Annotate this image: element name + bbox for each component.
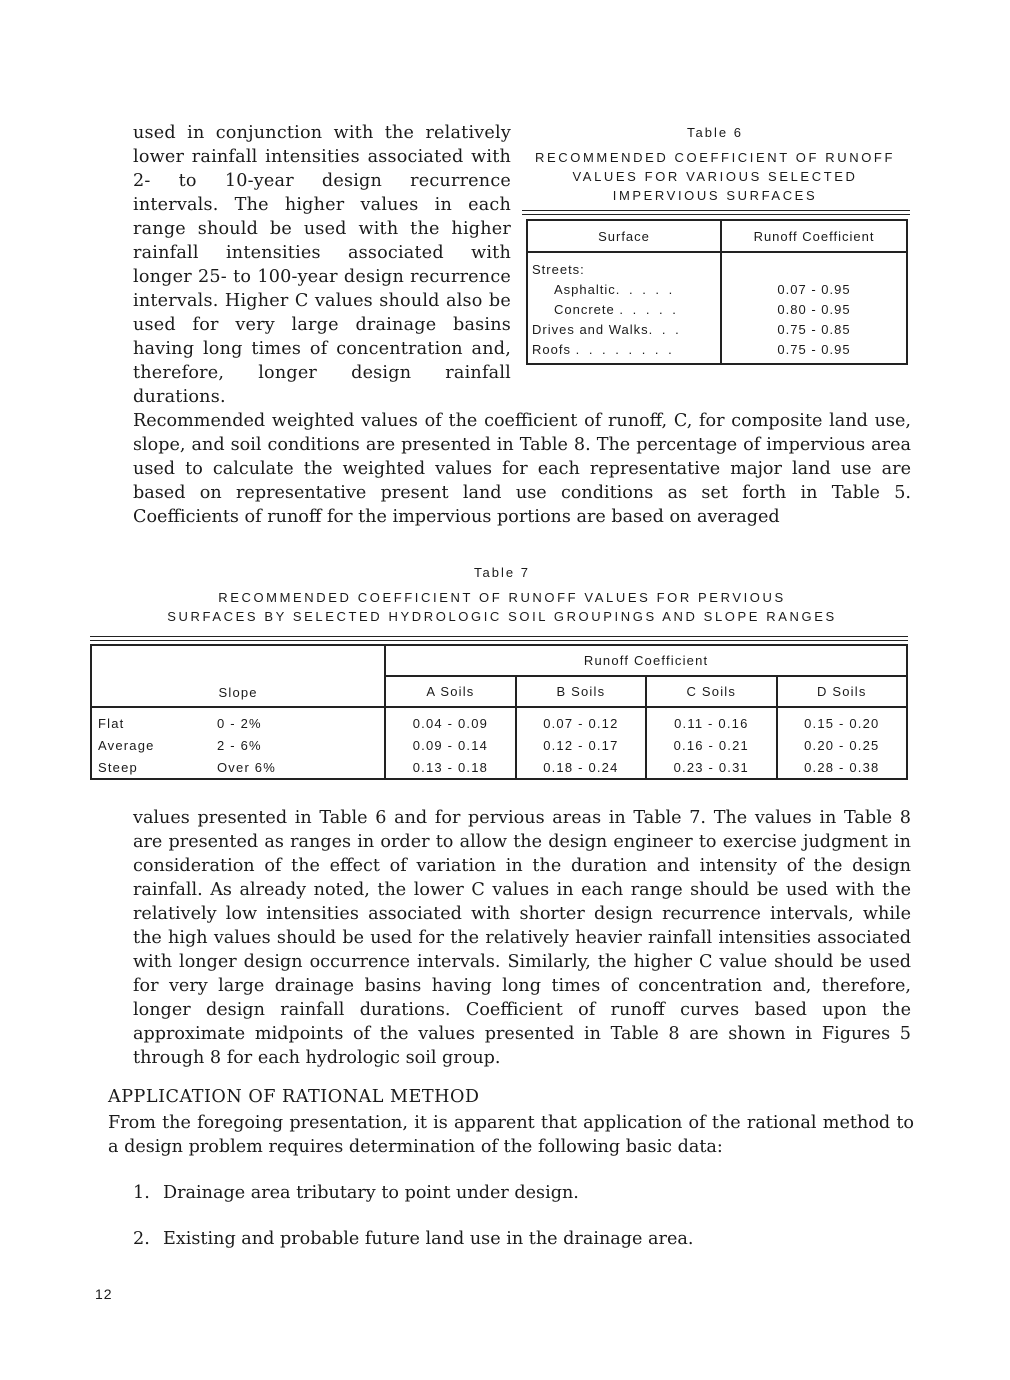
table6-surface (527, 299, 721, 319)
table-row (91, 734, 907, 756)
list-item (133, 1229, 693, 1249)
surface-name: Drives and Walks (532, 321, 649, 337)
table6-number: Table 6 (687, 125, 743, 140)
table7 (90, 644, 908, 780)
slope-range: Over 6% (211, 756, 385, 779)
page-number: 12 (95, 1286, 113, 1302)
list-item (133, 1183, 579, 1203)
leader-dots: . . . . . (615, 281, 676, 297)
table7-header-b: B Soils (516, 676, 646, 707)
list-text: Drainage area tributary to point under design. (163, 1183, 579, 1203)
value-cell: 0.15 - 0.20 (777, 707, 907, 734)
value-cell: 0.12 - 0.17 (516, 734, 646, 756)
slope-name: Flat (91, 707, 211, 734)
table7-title-line: SURFACES BY SELECTED HYDROLOGIC SOIL GROUPINGS AND SLOPE RANGES (167, 609, 837, 624)
surface-name: Roofs (532, 341, 571, 357)
surface-name: Asphaltic (554, 281, 616, 297)
table-row (91, 707, 907, 734)
leader-dots: . . . (648, 321, 682, 337)
table7-header-group: Runoff Coefficient (385, 645, 907, 676)
table7-rule (90, 640, 908, 641)
value-cell: 0.18 - 0.24 (516, 756, 646, 779)
value-cell: 0.13 - 0.18 (385, 756, 515, 779)
table6-value: 0.80 - 0.95 (721, 299, 907, 319)
table7-header-slope: Slope (91, 645, 385, 707)
table7-number: Table 7 (474, 565, 530, 580)
table-row (527, 279, 907, 299)
table7-title-line: RECOMMENDED COEFFICIENT OF RUNOFF VALUES FOR PERVIOUS (218, 590, 786, 605)
section-heading: APPLICATION OF RATIONAL METHOD (108, 1087, 480, 1107)
value-cell: 0.28 - 0.38 (777, 756, 907, 779)
list-number: 2. (133, 1229, 150, 1249)
slope-range: 0 - 2% (211, 707, 385, 734)
table6-value: 0.75 - 0.95 (721, 339, 907, 364)
table-row (527, 319, 907, 339)
table6-surface (527, 279, 721, 299)
table-row (527, 299, 907, 319)
table7-header-c: C Soils (646, 676, 776, 707)
list-number: 1. (133, 1183, 150, 1203)
table-row (527, 339, 907, 364)
application-paragraph: From the foregoing presentation, it is apparent that application of the rational method to a design problem requires determination of the following basic data: (108, 1113, 914, 1157)
value-cell: 0.20 - 0.25 (777, 734, 907, 756)
table6-value: 0.07 - 0.95 (721, 279, 907, 299)
middle-paragraph: Recommended weighted values of the coefficient of runoff, C, for composite land use, slope, and soil conditions are presented in Table 8. The percentage of impervious area used to calculate the weighted values for each representative major land use are based on representative present land use conditions as set forth in Table 5. Coefficients of runoff for the impervious portions are based on averaged (133, 411, 911, 527)
slope-name: Average (91, 734, 211, 756)
table6-group-label: Streets: (527, 252, 721, 279)
slope-range: 2 - 6% (211, 734, 385, 756)
value-cell: 0.23 - 0.31 (646, 756, 776, 779)
slope-name: Steep (91, 756, 211, 779)
table7-rule (90, 636, 908, 637)
leader-dots: . . . . . . . . (575, 341, 675, 357)
table6-header-surface: Surface (527, 220, 721, 252)
table-row (91, 756, 907, 779)
bottom-paragraph: values presented in Table 6 and for pervious areas in Table 7. The values in Table 8 are presented as ranges in order to allow the design engineer to exercise judgment in consideration of the effect of variation in the duration and intensity of the design rainfall. As already noted, the lower C values in each range should be used with the relatively low intensities associated with shorter design recurrence intervals, while the high values should be used for the relatively heavier rainfall intensities associated with longer design occurrence intervals. Similarly, the higher C value should be used for very large drainage basins having long times of concentration and, therefore, longer design rainfall durations. Coefficient of runoff curves based upon the approximate midpoints of the values presented in Table 8 are shown in Figures 5 through 8 for each hydrologic soil group. (133, 808, 911, 1068)
table6-title-line: RECOMMENDED COEFFICIENT OF RUNOFF (535, 150, 895, 165)
table6-title-line: VALUES FOR VARIOUS SELECTED (572, 169, 858, 184)
value-cell: 0.16 - 0.21 (646, 734, 776, 756)
top-paragraph: used in conjunction with the relatively lower rainfall intensities associated with 2- to 10-year design recurrence intervals. The higher values in each range should be used with the higher rainfall intensities associated with longer 25- to 100-year design recurrence intervals. Higher C values should also be used for very large drainage basins having long times of concentration and, therefore, longer design rainfall durations. (133, 123, 511, 407)
table6-rule (522, 210, 910, 211)
table6-cell (721, 252, 907, 279)
value-cell: 0.07 - 0.12 (516, 707, 646, 734)
value-cell: 0.11 - 0.16 (646, 707, 776, 734)
list-text: Existing and probable future land use in the drainage area. (163, 1229, 694, 1249)
surface-name: Concrete (554, 301, 615, 317)
table7-header-a: A Soils (385, 676, 515, 707)
table6 (526, 219, 908, 365)
value-cell: 0.04 - 0.09 (385, 707, 515, 734)
table6-header-coefficient: Runoff Coefficient (721, 220, 907, 252)
table6-title (520, 148, 910, 205)
table7-title (90, 588, 914, 626)
table7-header-d: D Soils (777, 676, 907, 707)
table6-title-line: IMPERVIOUS SURFACES (612, 188, 818, 203)
table6-surface (527, 339, 721, 364)
table6-value: 0.75 - 0.85 (721, 319, 907, 339)
value-cell: 0.09 - 0.14 (385, 734, 515, 756)
leader-dots: . . . . . (619, 301, 679, 317)
table6-surface (527, 319, 721, 339)
table6-rule (522, 214, 910, 215)
